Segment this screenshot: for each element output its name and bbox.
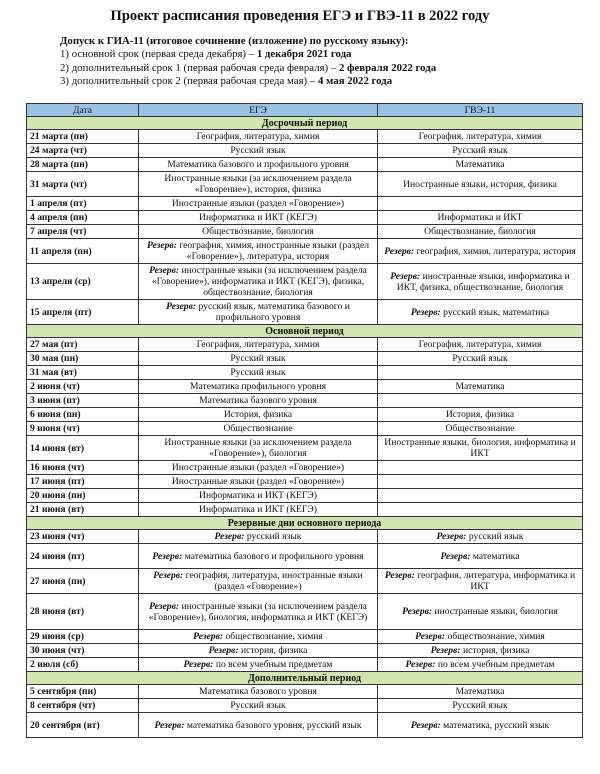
ege-subjects: Русский язык: [230, 700, 286, 711]
reserve-label: Резерв:: [193, 631, 224, 642]
ege-subjects: Русский язык: [230, 353, 286, 364]
date-cell: 27 июня (пн): [27, 569, 139, 594]
ege-cell: [139, 172, 378, 197]
table-row: [27, 158, 583, 172]
section-title: Досрочный период: [27, 117, 583, 130]
reserve-label: Резерв:: [440, 550, 471, 562]
reserve-label: Резерв:: [214, 531, 245, 542]
gve-cell: [378, 338, 583, 352]
gve-cell: [378, 569, 583, 594]
ege-subjects: Математика профильного уровня: [189, 381, 327, 392]
reserve-label: Резерв:: [153, 570, 184, 581]
table-row: [27, 461, 583, 475]
reserve-label: Резерв:: [410, 306, 441, 318]
gve-subjects: иностранные языки, биология: [432, 606, 558, 617]
date-cell: 8 сентября (чт): [27, 699, 139, 713]
gve-cell: [378, 225, 583, 239]
date-cell: 28 марта (пн): [27, 158, 139, 172]
ege-cell: [139, 300, 378, 325]
ege-cell: [139, 225, 378, 239]
ege-subjects: География, литература, химия: [196, 131, 320, 142]
date-cell: 11 апреля (пн): [27, 239, 139, 264]
reserve-label: Резерв:: [154, 719, 185, 731]
ege-cell: [139, 630, 378, 644]
reserve-label: Резерв:: [384, 245, 415, 257]
reserve-label: Резерв:: [390, 270, 421, 282]
ege-cell: [139, 436, 378, 461]
table-row: [27, 352, 583, 366]
gve-cell: [378, 658, 583, 672]
reserve-label: Резерв:: [183, 659, 214, 670]
gve-subjects: история, физика: [460, 645, 530, 656]
table-row: [27, 144, 583, 158]
ege-cell: [139, 530, 378, 544]
section-row: [27, 672, 583, 685]
table-row: [27, 594, 583, 630]
gve-subjects: география, литература, информатика и ИКТ: [414, 570, 576, 592]
table-row: [27, 685, 583, 699]
ege-subjects: Математика базового уровня: [199, 395, 317, 406]
gve-cell: [378, 144, 583, 158]
ege-subjects: математика базового и профильного уровня: [182, 550, 364, 562]
gve-subjects: география, химия, литература, история: [414, 245, 576, 257]
gve-subjects: математика: [470, 550, 520, 562]
ege-cell: [139, 338, 378, 352]
reserve-label: Резерв:: [436, 531, 467, 542]
gve-cell: [378, 544, 583, 569]
gve-cell: [378, 211, 583, 225]
table-row: [27, 225, 583, 239]
ege-cell: [139, 408, 378, 422]
admission-block: [60, 35, 600, 89]
date-cell: 31 мая (вт): [27, 366, 139, 380]
gve-cell: [378, 264, 583, 300]
date-cell: 24 марта (чт): [27, 144, 139, 158]
admission-item: 1) основной срок (первая среда декабря) – 1 декабря 2021 года: [60, 48, 352, 61]
date-cell: 15 апреля (пт): [27, 300, 139, 325]
table-row: [27, 366, 583, 380]
ege-subjects: иностранные языки (за исключением раздела «Говорение»), информатика и ИКТ (КЕГЭ), физика, обществознание, биология: [151, 265, 367, 298]
gve-subjects: русский язык: [466, 531, 524, 542]
reserve-label: Резерв:: [384, 570, 415, 581]
admission-item: 2) дополнительный срок 1 (первая рабочая среда февраля) – 2 февраля 2022 года: [60, 61, 437, 74]
gve-subjects: по всем учебным предметам: [435, 659, 555, 670]
ege-subjects: Русский язык: [230, 367, 286, 378]
table-row: [27, 503, 583, 517]
ege-cell: [139, 461, 378, 475]
ege-subjects: География, литература, химия: [196, 339, 320, 350]
ege-subjects: иностранные языки (за исключением раздела «Говорение»), биология, информатика и ИКТ (КЕГЭ): [148, 600, 368, 623]
date-cell: 27 мая (пт): [27, 338, 139, 352]
ege-subjects: по всем учебным предметам: [213, 659, 333, 670]
table-row: [27, 264, 583, 300]
ege-subjects: Иностранные языки (за исключением раздела «Говорение»), история, физика: [164, 173, 352, 195]
ege-subjects: Математика базового и профильного уровня: [167, 159, 349, 170]
reserve-label: Резерв:: [166, 301, 197, 312]
gve-subjects: Обществознание: [445, 423, 515, 434]
ege-cell: [139, 239, 378, 264]
ege-cell: [139, 211, 378, 225]
gve-cell: [378, 489, 583, 503]
ege-cell: [139, 713, 378, 738]
date-cell: 29 июня (ср): [27, 630, 139, 644]
ege-cell: [139, 569, 378, 594]
section-row: [27, 325, 583, 338]
header-ege: ЕГЭ: [139, 104, 378, 117]
ege-cell: [139, 685, 378, 699]
section-row: [27, 517, 583, 530]
ege-subjects: Русский язык: [230, 145, 286, 156]
reserve-label: Резерв:: [149, 600, 180, 612]
reserve-label: Резерв:: [430, 645, 461, 656]
reserve-label: Резерв:: [405, 659, 436, 670]
date-cell: 6 июня (пн): [27, 408, 139, 422]
table-row: [27, 644, 583, 658]
table-row: [27, 569, 583, 594]
date-cell: 14 июня (вт): [27, 436, 139, 461]
reserve-label: Резерв:: [410, 719, 441, 731]
date-cell: 3 июня (пт): [27, 394, 139, 408]
gve-subjects: Обществознание, биология: [424, 226, 536, 237]
date-cell: 2 июля (сб): [27, 658, 139, 672]
gve-subjects: обществознание, химия: [445, 631, 545, 642]
gve-subjects: математика, русский язык: [440, 719, 550, 731]
gve-cell: [378, 130, 583, 144]
ege-cell: [139, 422, 378, 436]
date-cell: 16 июня (чт): [27, 461, 139, 475]
gve-cell: [378, 300, 583, 325]
ege-subjects: математика базового уровня, русский язык: [184, 719, 362, 731]
table-row: [27, 544, 583, 569]
header-gve: ГВЭ-11: [378, 104, 583, 117]
gve-cell: [378, 422, 583, 436]
ege-subjects: обществознание, химия: [223, 631, 323, 642]
admission-heading: Допуск к ГИА-11 (итоговое сочинение (изложение) по русскому языку):: [60, 35, 409, 47]
gve-cell: [378, 685, 583, 699]
table-row: [27, 630, 583, 644]
table-row: [27, 713, 583, 738]
ege-subjects: Информатика и ИКТ (КЕГЭ): [199, 490, 317, 501]
ege-cell: [139, 658, 378, 672]
table-row: [27, 197, 583, 211]
ege-cell: [139, 594, 378, 630]
ege-cell: [139, 544, 378, 569]
reserve-label: Резерв:: [402, 606, 433, 617]
gve-cell: [378, 394, 583, 408]
gve-cell: [378, 594, 583, 630]
table-row: [27, 422, 583, 436]
reserve-label: Резерв:: [149, 265, 180, 276]
date-cell: 24 июня (пт): [27, 544, 139, 569]
ege-subjects: Иностранные языки (раздел «Говорение»): [171, 462, 345, 473]
gve-subjects: Русский язык: [452, 145, 508, 156]
gve-subjects: Математика: [455, 686, 505, 697]
section-title: Дополнительный период: [27, 672, 583, 685]
date-cell: 20 июня (пн): [27, 489, 139, 503]
gve-cell: [378, 699, 583, 713]
ege-subjects: русский язык: [244, 531, 302, 542]
table-row: [27, 394, 583, 408]
ege-subjects: Иностранные языки (за исключением раздела «Говорение»), биология: [164, 437, 352, 459]
table-row: [27, 338, 583, 352]
gve-cell: [378, 436, 583, 461]
gve-cell: [378, 239, 583, 264]
gve-cell: [378, 530, 583, 544]
ege-subjects: Иностранные языки (раздел «Говорение»): [171, 476, 345, 487]
table-header-row: [27, 104, 583, 117]
ege-cell: [139, 380, 378, 394]
ege-subjects: Иностранные языки (раздел «Говорение»): [171, 198, 345, 209]
ege-subjects: Информатика и ИКТ (КЕГЭ): [199, 504, 317, 515]
ege-subjects: Информатика и ИКТ (КЕГЭ): [199, 212, 317, 223]
ege-subjects: Математика базового уровня: [199, 686, 317, 697]
table-row: [27, 436, 583, 461]
table-row: [27, 658, 583, 672]
ege-subjects: Обществознание: [223, 423, 293, 434]
date-cell: 4 апреля (пн): [27, 211, 139, 225]
table-row: [27, 475, 583, 489]
ege-cell: [139, 130, 378, 144]
gve-cell: [378, 461, 583, 475]
date-cell: 2 июня (чт): [27, 380, 139, 394]
date-cell: 21 марта (пн): [27, 130, 139, 144]
table-row: [27, 172, 583, 197]
gve-subjects: Русский язык: [452, 700, 508, 711]
gve-subjects: География, литература, химия: [418, 339, 542, 350]
schedule-table: [26, 103, 583, 738]
gve-cell: [378, 197, 583, 211]
date-cell: 30 мая (пн): [27, 352, 139, 366]
gve-cell: [378, 380, 583, 394]
date-cell: 7 апреля (чт): [27, 225, 139, 239]
ege-subjects: география, химия, иностранные языки (раздел «Говорение»), литература, история: [176, 240, 370, 262]
ege-cell: [139, 475, 378, 489]
ege-subjects: география, литература, иностранные языки (раздел «Говорение»): [183, 570, 363, 592]
gve-subjects: русский язык, математика: [440, 306, 550, 318]
table-row: [27, 530, 583, 544]
ege-subjects: история, физика: [238, 645, 308, 656]
ege-cell: [139, 197, 378, 211]
gve-subjects: Иностранные языки, биология, информатика и ИКТ: [384, 437, 576, 459]
reserve-label: Резерв:: [146, 240, 177, 251]
gve-cell: [378, 352, 583, 366]
date-cell: 30 июня (чт): [27, 644, 139, 658]
gve-subjects: История, физика: [445, 409, 515, 420]
ege-cell: [139, 489, 378, 503]
ege-cell: [139, 699, 378, 713]
gve-cell: [378, 408, 583, 422]
gve-cell: [378, 172, 583, 197]
date-cell: 13 апреля (ср): [27, 264, 139, 300]
date-cell: 17 июня (пт): [27, 475, 139, 489]
ege-cell: [139, 644, 378, 658]
gve-cell: [378, 503, 583, 517]
date-cell: 28 июня (вт): [27, 594, 139, 630]
reserve-label: Резерв:: [208, 645, 239, 656]
gve-subjects: География, литература, химия: [418, 131, 542, 142]
table-row: [27, 408, 583, 422]
date-cell: 23 июня (чт): [27, 530, 139, 544]
date-cell: 1 апреля (пт): [27, 197, 139, 211]
ege-subjects: русский язык, математика базового и профильного уровня: [196, 301, 350, 323]
schedule-body: [27, 117, 583, 738]
section-title: Резервные дни основного периода: [27, 517, 583, 530]
gve-cell: [378, 158, 583, 172]
date-cell: 20 сентября (вт): [27, 713, 139, 738]
ege-cell: [139, 144, 378, 158]
table-row: [27, 489, 583, 503]
gve-cell: [378, 630, 583, 644]
ege-cell: [139, 264, 378, 300]
ege-cell: [139, 352, 378, 366]
date-cell: 5 сентября (пн): [27, 685, 139, 699]
ege-subjects: История, физика: [223, 409, 293, 420]
section-title: Основной период: [27, 325, 583, 338]
reserve-label: Резерв:: [152, 550, 183, 562]
gve-subjects: Математика: [455, 159, 505, 170]
table-row: [27, 239, 583, 264]
ege-subjects: Обществознание, биология: [202, 226, 314, 237]
reserve-label: Резерв:: [415, 631, 446, 642]
ege-cell: [139, 158, 378, 172]
header-date: Дата: [27, 104, 139, 117]
gve-cell: [378, 366, 583, 380]
gve-subjects: Математика: [455, 381, 505, 392]
date-cell: 9 июня (чт): [27, 422, 139, 436]
ege-cell: [139, 394, 378, 408]
table-row: [27, 380, 583, 394]
date-cell: 31 марта (чт): [27, 172, 139, 197]
table-row: [27, 699, 583, 713]
admission-item: 3) дополнительный срок 2 (первая рабочая среда мая) – 4 мая 2022 года: [60, 75, 393, 88]
gve-subjects: Русский язык: [452, 353, 508, 364]
table-row: [27, 130, 583, 144]
gve-cell: [378, 475, 583, 489]
date-cell: 21 июня (вт): [27, 503, 139, 517]
page-title: Проект расписания проведения ЕГЭ и ГВЭ-11 в 2022 году: [110, 8, 490, 24]
gve-subjects: Иностранные языки, история, физика: [403, 178, 557, 190]
gve-subjects: иностранные языки, информатика и ИКТ, физика, обществознание, биология: [396, 270, 570, 293]
gve-subjects: Информатика и ИКТ: [437, 212, 523, 223]
ege-cell: [139, 503, 378, 517]
section-row: [27, 117, 583, 130]
ege-cell: [139, 366, 378, 380]
table-row: [27, 300, 583, 325]
table-row: [27, 211, 583, 225]
gve-cell: [378, 644, 583, 658]
gve-cell: [378, 713, 583, 738]
